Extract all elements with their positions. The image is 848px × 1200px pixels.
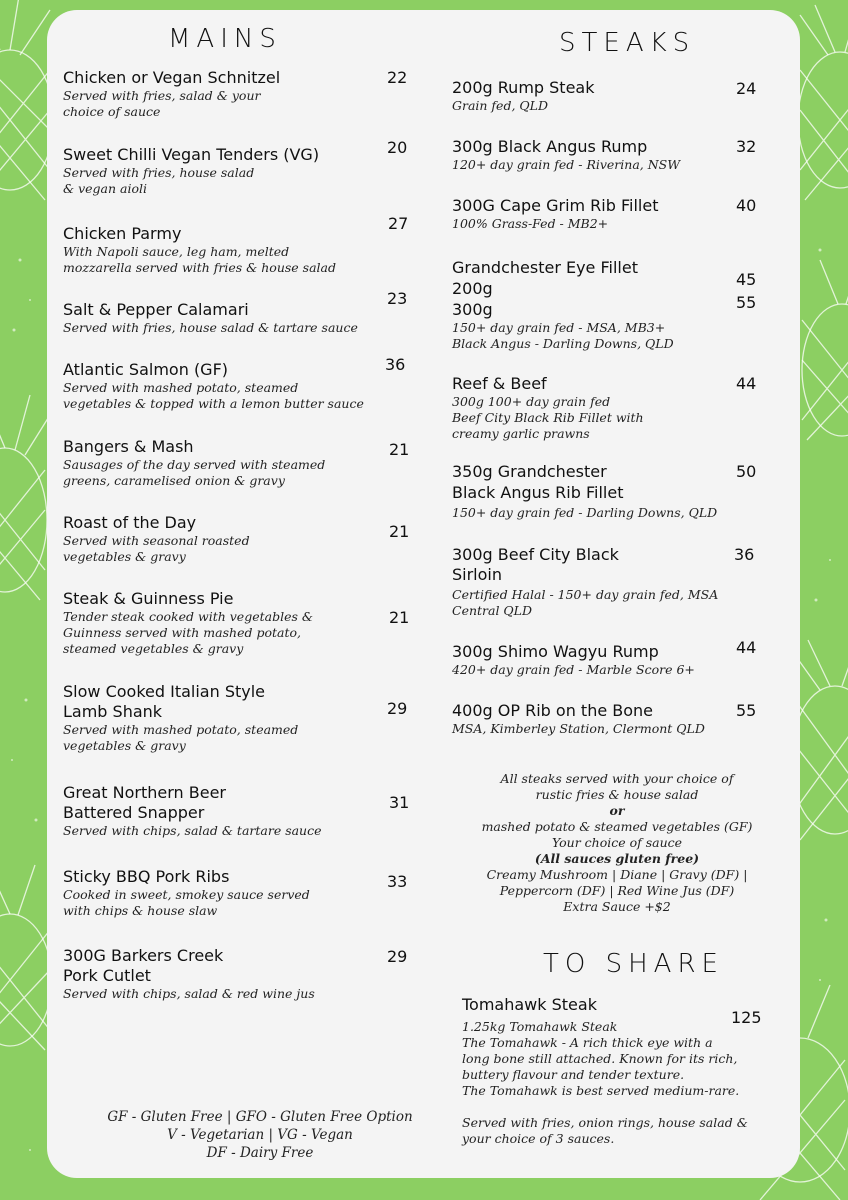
item-price: 21	[389, 608, 410, 627]
item-description: Served with fries, house salad & vegan aioli	[63, 165, 255, 196]
item-description: 1.25kg Tomahawk Steak The Tomahawk - A rich thick eye with a long bone still attached. Known for its rich, buttery flavour and tender texture. The Tomahawk is best served medium-rare.	[462, 1019, 740, 1098]
note-line: (All sauces gluten free)	[534, 851, 700, 866]
menu-item	[63, 867, 363, 919]
item-description: Sausages of the day served with steamed greens, caramelised onion & gravy	[63, 457, 326, 488]
item-name: Atlantic Salmon (GF)	[63, 360, 229, 379]
item-description: 150+ day grain fed - Darling Downs, QLD	[452, 505, 718, 520]
menu-item	[63, 589, 383, 657]
legend-line: V - Vegetarian | VG - Vegan	[167, 1127, 353, 1143]
steak-sides-note	[452, 771, 782, 915]
item-description: Served with chips, salad & tartare sauce	[63, 823, 322, 838]
item-price: 27	[388, 214, 409, 233]
item-price: 21	[389, 522, 410, 541]
item-name: 350g Grandchester Black Angus Rib Fillet	[452, 462, 624, 502]
item-name: 300g Black Angus Rump	[452, 137, 648, 156]
menu-item	[63, 783, 383, 839]
to-share-heading: TO SHARE	[543, 949, 724, 979]
item-serving-note: Served with fries, onion rings, house salad & your choice of 3 sauces.	[462, 1115, 748, 1146]
menu-item	[452, 257, 752, 352]
legend-line: GF - Gluten Free | GFO - Gluten Free Option	[107, 1109, 413, 1125]
menu-item	[63, 224, 393, 276]
menu-item	[63, 360, 403, 412]
item-price: 44	[736, 374, 757, 393]
item-price: 31	[389, 793, 410, 812]
item-name: Chicken or Vegan Schnitzel	[63, 68, 281, 87]
item-price: 32	[736, 137, 757, 156]
item-price: 45	[736, 270, 757, 289]
item-name: 300g Beef City Black Sirloin	[452, 545, 619, 584]
menu-item	[63, 300, 403, 336]
item-name: Slow Cooked Italian Style Lamb Shank	[63, 682, 265, 721]
item-description: Served with mashed potato, steamed vegetables & topped with a lemon butter sauce	[63, 380, 364, 411]
steaks-heading: STEAKS	[559, 28, 696, 58]
item-name: Grandchester Eye Fillet 200g 300g	[452, 258, 638, 319]
item-description: MSA, Kimberley Station, Clermont QLD	[452, 721, 705, 736]
item-name: 300g Shimo Wagyu Rump	[452, 642, 659, 661]
menu-item	[63, 145, 383, 197]
item-price: 55	[736, 293, 757, 312]
note-line: rustic fries & house salad	[535, 787, 699, 802]
note-line: All steaks served with your choice of	[500, 771, 734, 786]
menu-item	[452, 461, 762, 521]
item-price: 22	[387, 68, 408, 87]
item-name: Bangers & Mash	[63, 437, 194, 456]
item-name: Chicken Parmy	[63, 224, 182, 243]
item-price: 21	[389, 440, 410, 459]
menu-item	[452, 137, 752, 173]
item-description: Served with mashed potato, steamed vegetables & gravy	[63, 722, 299, 753]
menu-item	[452, 642, 752, 678]
item-price: 23	[387, 289, 408, 308]
item-description: 100% Grass-Fed - MB2+	[452, 216, 609, 231]
note-line: mashed potato & steamed vegetables (GF)	[481, 819, 753, 834]
item-price: 24	[736, 79, 757, 98]
menu-item	[63, 682, 363, 754]
item-description: Served with fries, house salad & tartare sauce	[63, 320, 358, 335]
item-name: Sweet Chilli Vegan Tenders (VG)	[63, 145, 320, 164]
note-line: Extra Sauce +$2	[563, 899, 671, 914]
item-description: 150+ day grain fed - MSA, MB3+ Black Angus - Darling Downs, QLD	[452, 320, 674, 351]
item-description: 120+ day grain fed - Riverina, NSW	[452, 157, 681, 172]
legend-line: DF - Dairy Free	[206, 1145, 314, 1161]
menu-item	[63, 68, 363, 120]
item-description: Served with chips, salad & red wine jus	[63, 986, 315, 1001]
menu-item	[452, 545, 772, 619]
item-description: Certified Halal - 150+ day grain fed, MSA Central QLD	[452, 587, 719, 618]
item-description: 300g 100+ day grain fed Beef City Black Rib Fillet with creamy garlic prawns	[452, 394, 644, 441]
dietary-legend	[70, 1108, 450, 1162]
note-line: Creamy Mushroom | Diane | Gravy (DF) |	[486, 867, 748, 882]
note-line: Your choice of sauce	[551, 835, 683, 850]
menu-item	[452, 78, 752, 114]
item-name: 400g OP Rib on the Bone	[452, 701, 654, 720]
menu-item	[452, 701, 752, 737]
item-price: 36	[734, 545, 755, 564]
item-name: Tomahawk Steak	[462, 995, 597, 1014]
item-name: 200g Rump Steak	[452, 78, 595, 97]
menu-card	[47, 10, 800, 1178]
item-price: 33	[387, 872, 408, 891]
item-description: With Napoli sauce, leg ham, melted mozzarella served with fries & house salad	[63, 244, 336, 275]
item-description: 420+ day grain fed - Marble Score 6+	[452, 662, 695, 677]
mains-heading: MAINS	[168, 24, 282, 54]
menu-item	[63, 437, 383, 489]
item-price: 20	[387, 138, 408, 157]
menu-item	[63, 513, 363, 565]
item-price: 125	[731, 1008, 762, 1027]
item-price: 55	[736, 701, 757, 720]
item-name: Steak & Guinness Pie	[63, 589, 234, 608]
item-description: Served with seasonal roasted vegetables & gravy	[63, 533, 250, 564]
item-name: Reef & Beef	[452, 374, 547, 393]
item-description: Grain fed, QLD	[452, 98, 548, 113]
item-description: Tender steak cooked with vegetables & Guinness served with mashed potato, steamed vegetables & gravy	[63, 609, 313, 656]
item-name: Sticky BBQ Pork Ribs	[63, 867, 230, 886]
item-name: Roast of the Day	[63, 513, 197, 532]
menu-item	[452, 196, 752, 232]
menu-item	[452, 374, 752, 442]
menu-item	[63, 946, 373, 1002]
item-name: 300G Cape Grim Rib Fillet	[452, 196, 659, 215]
item-price: 50	[736, 462, 757, 481]
item-price: 36	[385, 355, 406, 374]
item-price: 44	[736, 638, 757, 657]
item-price: 29	[387, 947, 408, 966]
item-name: Great Northern Beer Battered Snapper	[63, 783, 226, 822]
item-price: 29	[387, 699, 408, 718]
item-name: 300G Barkers Creek Pork Cutlet	[63, 946, 224, 985]
note-line: Peppercorn (DF) | Red Wine Jus (DF)	[499, 883, 735, 898]
item-name: Salt & Pepper Calamari	[63, 300, 249, 319]
note-line: or	[609, 803, 625, 818]
item-description: Served with fries, salad & your choice of sauce	[63, 88, 261, 119]
item-description: Cooked in sweet, smokey sauce served with chips & house slaw	[63, 887, 310, 918]
item-price: 40	[736, 196, 757, 215]
